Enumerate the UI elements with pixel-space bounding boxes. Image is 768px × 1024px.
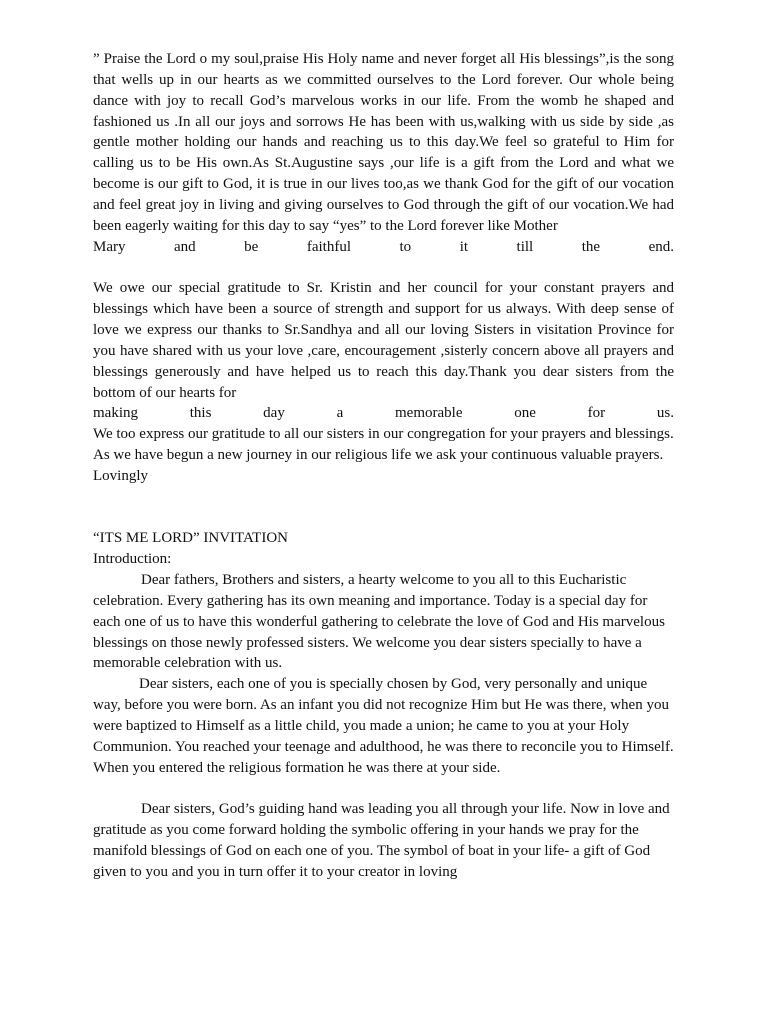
spacer	[93, 487, 674, 529]
letter-paragraph-1-last-line: Mary and be faithful to it till the end.	[93, 238, 674, 255]
letter-paragraph-4: As we have begun a new journey in our religious life we ask your continuous valuable prayers.	[93, 447, 664, 464]
spacer	[93, 257, 674, 278]
spacer	[93, 779, 674, 800]
letter-closing: Lovingly	[93, 467, 148, 484]
invitation-paragraph-1: Dear fathers, Brothers and sisters, a hearty welcome to you all to this Eucharistic celebration. Every gathering has its own meaning and importance. Today is a special day for each one of us to have this wonderful gathering to celebrate the love of God and His marvelous blessings on those newly professed sisters. We welcome you dear sisters specially to have a memorable celebration with us.	[93, 572, 665, 672]
introduction-label: Introduction:	[93, 551, 172, 568]
letter-paragraph-2: We owe our special gratitude to Sr. Kristin and her council for your constant prayers and blessings which have been a source of strength and support for us always. With deep sense of love we express our thanks to Sr.Sandhya and all our loving Sisters in visitation Province for you have shared with us your love ,care, encouragement ,sisterly concern above all prayers and blessings generously and have helped us to reach this day.Thank you dear sisters from the bottom of our hearts for	[93, 280, 674, 401]
invitation-paragraph-2: Dear sisters, each one of you is specially chosen by God, very personally and unique way, before you were born. As an infant you did not recognize Him but He was there, when you were baptized to Himself as a little child, you made a union; he came to you at your Holy Communion. You reached your teenage and adulthood, he was there to reconcile you to Himself. When you entered the religious formation he was there at your side.	[93, 676, 674, 776]
letter-paragraph-1: ” Praise the Lord o my soul,praise His Holy name and never forget all His blessings”,is the song that wells up in our hearts as we committed ourselves to the Lord forever. Our whole being dance with joy to recall God’s marvelous works in our life. From the womb he shaped and fashioned us .In all our joys and sorrows He has been with us,walking with us side by side ,as gentle mother holding our hands and reaching us to this day.We feel so grateful to Him for calling us to be His own.As St.Augustine says ,our life is a gift from the Lord and what we become is our gift to God, it is true in our lives too,as we thank God for the gift of our vocation and feel great joy in living and giving ourselves to God through the gift of our vocation.We had been eagerly waiting for this day to say “yes” to the Lord forever like Mother	[93, 51, 674, 234]
letter-paragraph-2-last-line: making this day a memorable one for us.	[93, 405, 674, 422]
letter-paragraph-3: We too express our gratitude to all our sisters in our congregation for your prayers and blessings.	[93, 426, 674, 443]
document-page	[93, 49, 674, 883]
invitation-paragraph-3: Dear sisters, God’s guiding hand was leading you all through your life. Now in love and gratitude as you come forward holding the symbolic offering in your hands we pray for the manifold blessings of God on each one of you. The symbol of boat in your life- a gift of God given to you and you in turn offer it to your creator in loving	[93, 801, 670, 880]
invitation-title: “ITS ME LORD” INVITATION	[93, 530, 289, 547]
